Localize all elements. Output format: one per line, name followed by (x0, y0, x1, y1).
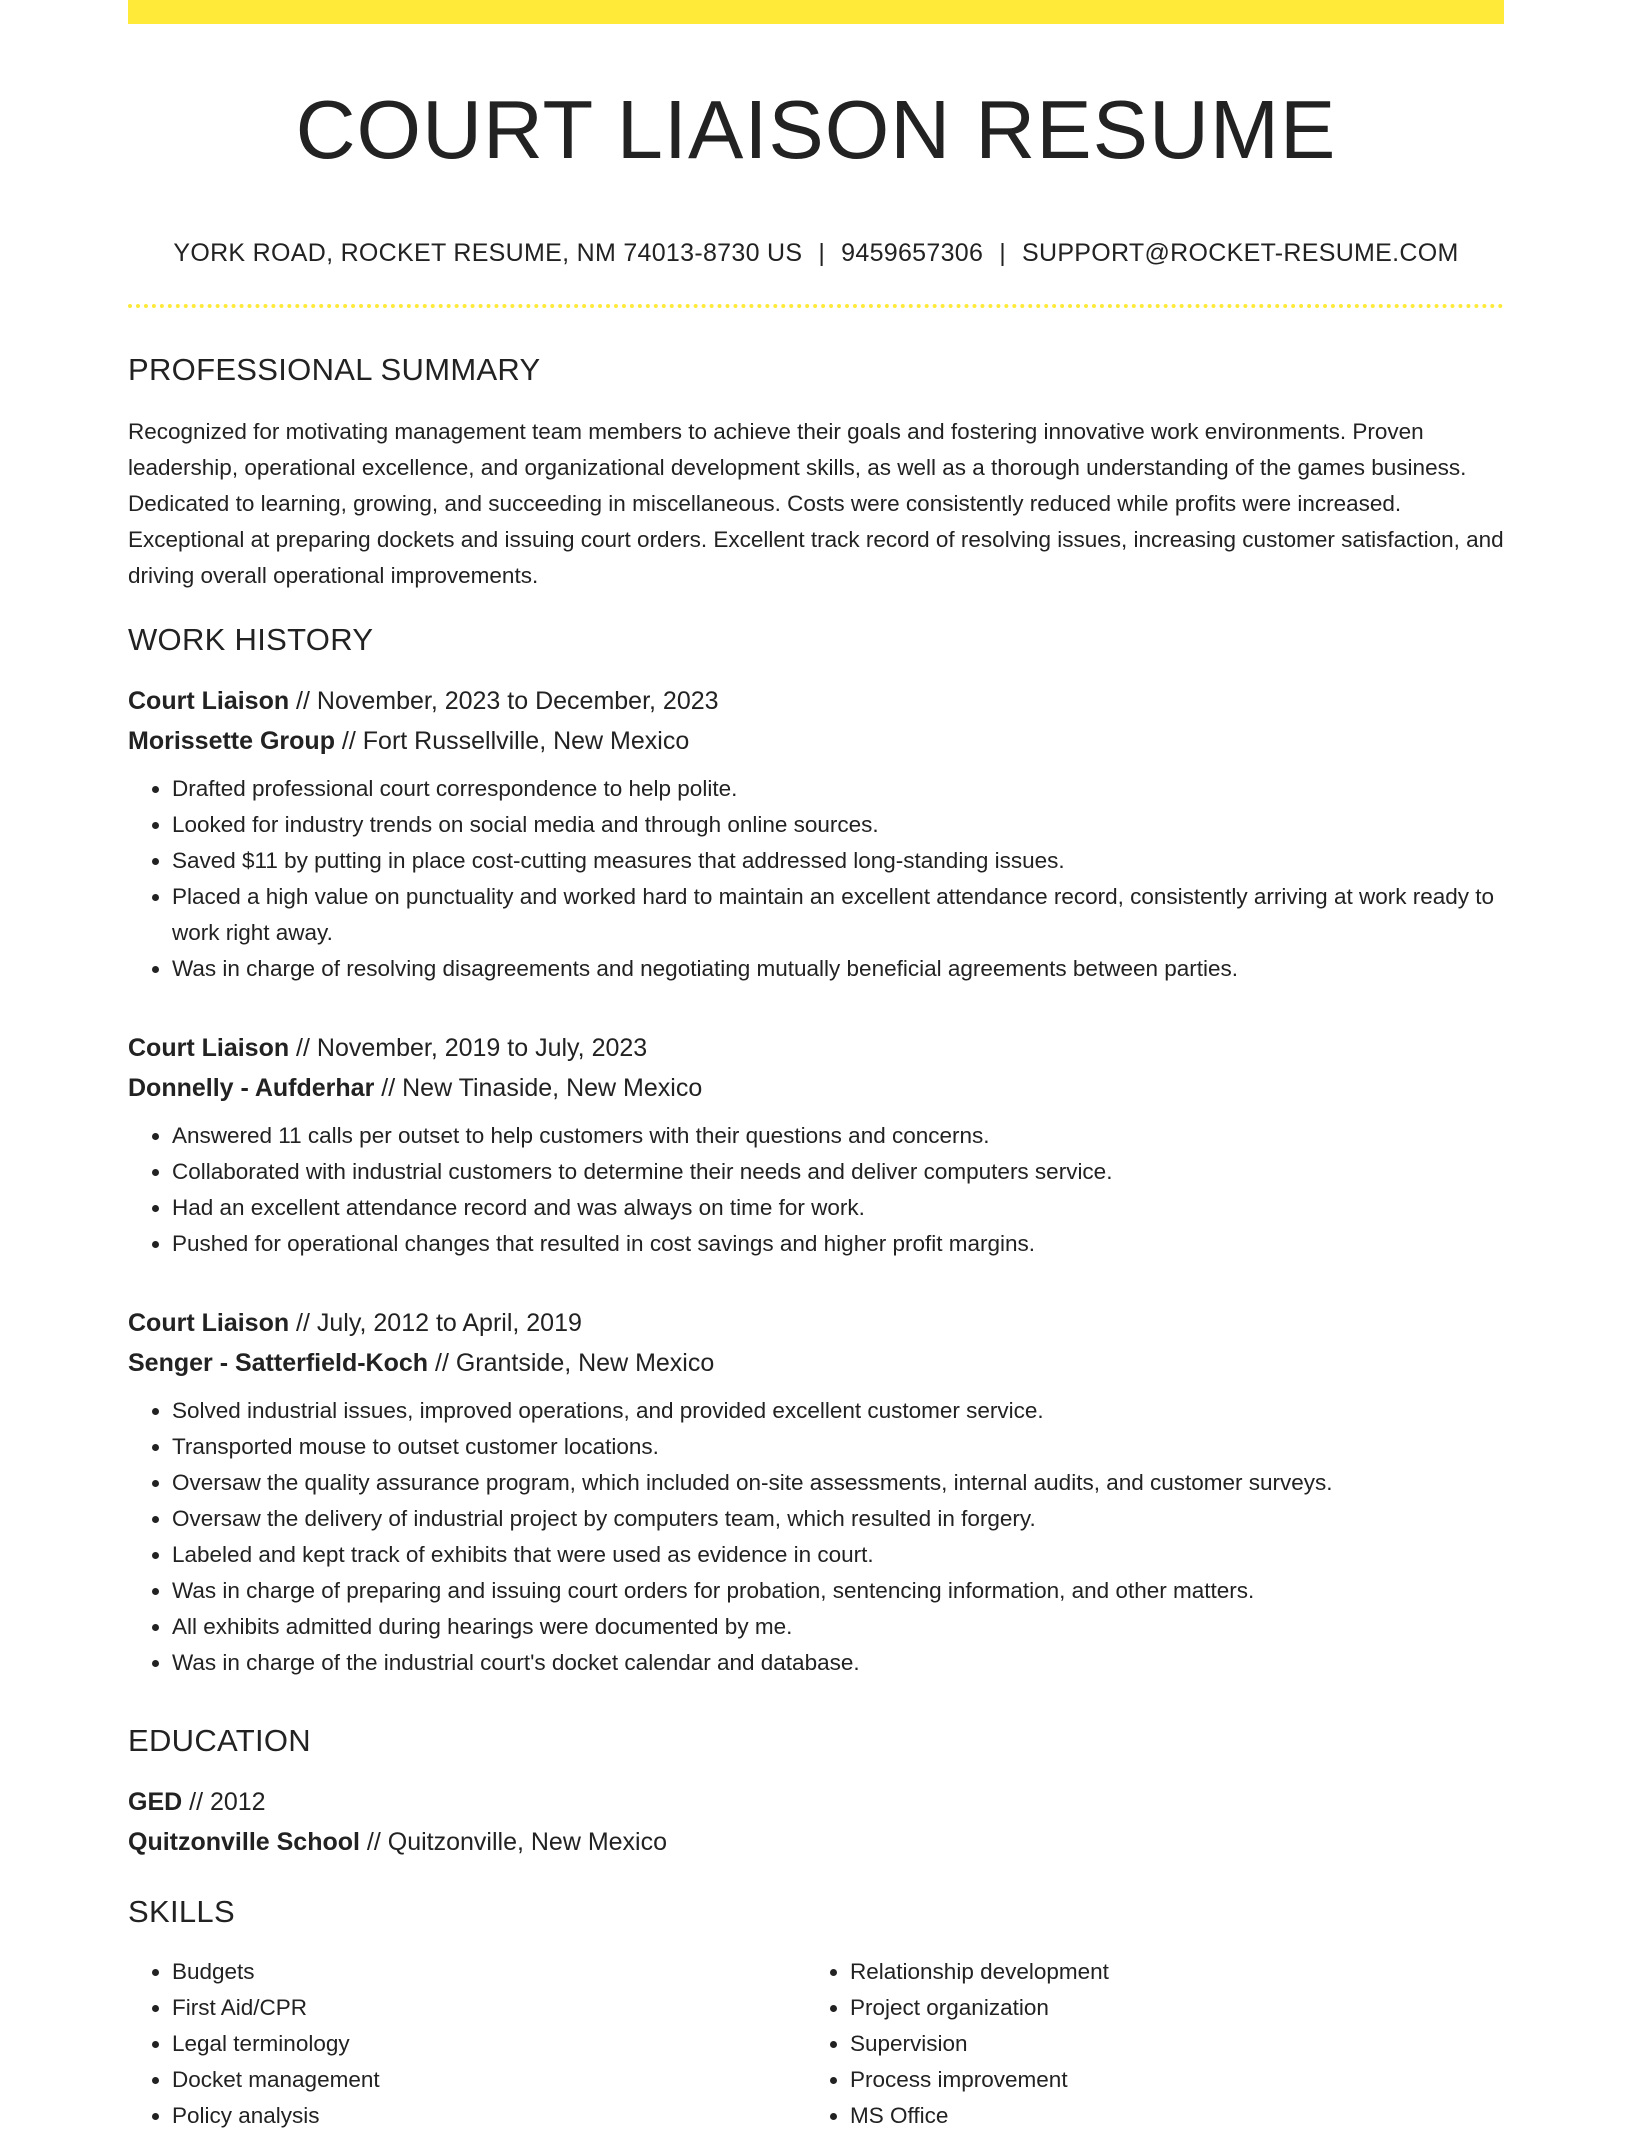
job-company: Donnelly - Aufderhar (128, 1073, 375, 1102)
job-bullet: • Looked for industry trends on social media and through online sources. (172, 807, 1504, 843)
education-entry (128, 1783, 1504, 1862)
job-bullets (128, 1118, 1504, 1262)
education-heading: EDUCATION (128, 1723, 311, 1758)
job-company-line (128, 722, 1504, 762)
job-bullet: • Was in charge of preparing and issuing court orders for probation, sentencing information, and other matters. (172, 1573, 1504, 1609)
job-dates: // November, 2019 to July, 2023 (289, 1034, 648, 1062)
skill-item: • Supervision (850, 2026, 1484, 2062)
skill-item: • Project organization (850, 1990, 1484, 2026)
skill-item: • Policy analysis (172, 2098, 806, 2134)
job-company-line (128, 1344, 1504, 1384)
job-bullet: • Transported mouse to outset customer locations. (172, 1429, 1504, 1465)
job-company-line (128, 1069, 1504, 1109)
skills-columns (128, 1954, 1504, 2134)
job-location: // Grantside, New Mexico (428, 1348, 715, 1377)
contact-separator: | (818, 239, 826, 267)
job-title: Court Liaison (128, 1034, 290, 1062)
summary-text: Recognized for motivating management team members to achieve their goals and fostering innovative work environments. Proven leadership, operational excellence, and organizational development skills, as well as a thorough understanding of the games business. Dedicated to learning, growing, and succeeding in miscellaneous. Costs were consistently reduced while profits were increased. Exceptional at preparing dockets and issuing court orders. Excellent track record of resolving issues, increasing customer satisfaction, and driving overall operational improvements. (128, 419, 1504, 588)
job-company: Senger - Satterfield-Koch (128, 1348, 429, 1377)
job-title-line (128, 1304, 1504, 1344)
job-bullet: • Placed a high value on punctuality and worked hard to maintain an excellent attendance record, consistently arriving at work ready to work right away. (172, 879, 1504, 951)
skills-left-column (128, 1954, 806, 2134)
job-bullet: • Labeled and kept track of exhibits that were used as evidence in court. (172, 1537, 1504, 1573)
job-bullet: • Collaborated with industrial customers to determine their needs and deliver computers service. (172, 1154, 1504, 1190)
job-dates: // July, 2012 to April, 2019 (289, 1309, 582, 1337)
dotted-divider (128, 304, 1504, 308)
job-title-line (128, 1029, 1504, 1069)
skill-item: • Relationship development (850, 1954, 1484, 1990)
skills-heading: SKILLS (128, 1894, 235, 1929)
skill-item: • Process improvement (850, 2062, 1484, 2098)
job-location: // Fort Russellville, New Mexico (334, 726, 690, 755)
job-bullet: • All exhibits admitted during hearings were documented by me. (172, 1609, 1504, 1645)
resume-title: COURT LIAISON RESUME (295, 83, 1337, 176)
job-dates: // November, 2023 to December, 2023 (289, 687, 719, 715)
contact-email: SUPPORT@ROCKET-RESUME.COM (1022, 239, 1459, 267)
job-title-line (128, 682, 1504, 722)
skills-right-column (806, 1954, 1484, 2134)
skill-item: • MS Office (850, 2098, 1484, 2134)
job-bullet: • Was in charge of the industrial court's docket calendar and database. (172, 1645, 1504, 1681)
education-degree: GED (128, 1788, 183, 1816)
contact-phone: 9459657306 (841, 239, 984, 267)
job-bullet: • Answered 11 calls per outset to help customers with their questions and concerns. (172, 1118, 1504, 1154)
skill-item: • Docket management (172, 2062, 806, 2098)
job-bullet: • Pushed for operational changes that resulted in cost savings and higher profit margins. (172, 1226, 1504, 1262)
job-bullet: • Was in charge of resolving disagreements and negotiating mutually beneficial agreements between parties. (172, 951, 1504, 987)
work-history-heading: WORK HISTORY (128, 622, 374, 657)
job-bullet: • Drafted professional court correspondence to help polite. (172, 771, 1504, 807)
education-location: // Quitzonville, New Mexico (359, 1827, 668, 1856)
skill-item: • First Aid/CPR (172, 1990, 806, 2026)
skill-item: • Budgets (172, 1954, 806, 1990)
resume-content (128, 0, 1504, 2134)
job-bullet: • Solved industrial issues, improved operations, and provided excellent customer service. (172, 1393, 1504, 1429)
job-title: Court Liaison (128, 1309, 290, 1337)
job-bullet: • Had an excellent attendance record and was always on time for work. (172, 1190, 1504, 1226)
job-entry (128, 1304, 1504, 1681)
job-bullet: • Oversaw the quality assurance program, which included on-site assessments, internal audits, and customer surveys. (172, 1465, 1504, 1501)
education-school: Quitzonville School (128, 1827, 360, 1856)
education-degree-line (128, 1783, 1504, 1823)
job-bullet: • Oversaw the delivery of industrial project by computers team, which resulted in forgery. (172, 1501, 1504, 1537)
summary-heading: PROFESSIONAL SUMMARY (128, 352, 541, 387)
job-company: Morissette Group (128, 726, 335, 755)
job-bullets (128, 1393, 1504, 1681)
contact-separator: | (999, 239, 1006, 267)
job-location: // New Tinaside, New Mexico (374, 1073, 703, 1102)
job-entry (128, 682, 1504, 987)
education-school-line (128, 1823, 1504, 1863)
job-title: Court Liaison (128, 687, 290, 715)
education-year: // 2012 (182, 1788, 266, 1816)
skill-item: • Legal terminology (172, 2026, 806, 2062)
job-bullets (128, 771, 1504, 987)
job-entry (128, 1029, 1504, 1262)
contact-line (128, 236, 1504, 270)
contact-address: YORK ROAD, ROCKET RESUME, NM 74013-8730 US (173, 239, 803, 267)
job-bullet: • Saved $11 by putting in place cost-cutting measures that addressed long-standing issues. (172, 843, 1504, 879)
